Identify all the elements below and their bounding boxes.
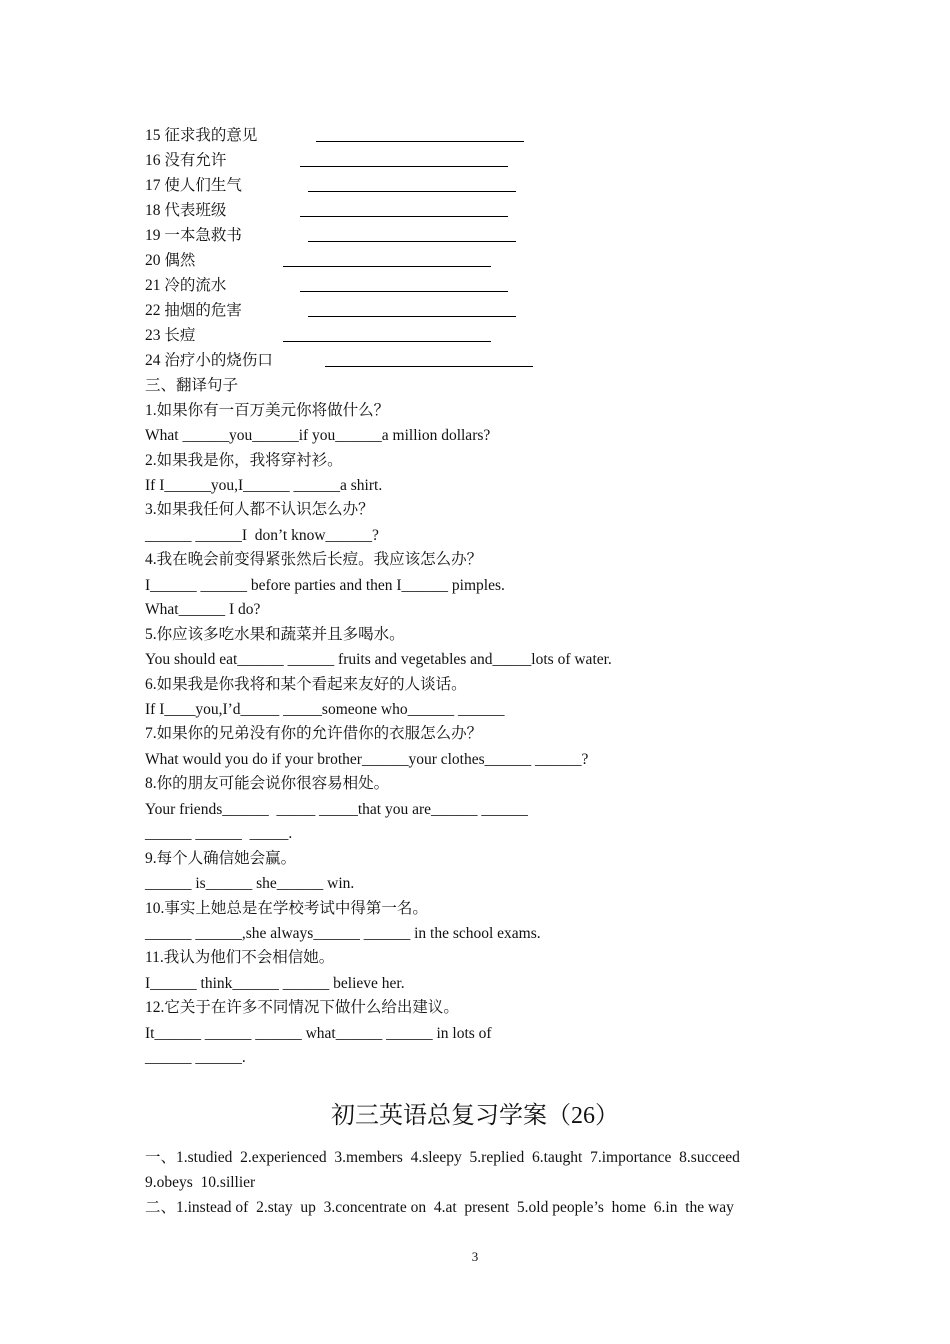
sentence-chinese: 12.它关于在许多不同情况下做什么给出建议。 <box>145 999 459 1016</box>
vocab-item-24: 24 治疗小的烧伤口 <box>145 352 273 369</box>
vocab-item-22: 22 抽烟的危害 <box>145 302 242 319</box>
answer-line: 二、1.instead of 2.stay up 3.concentrate on 4.at present 5.old people’s home 6.in the way <box>145 1199 734 1216</box>
sentence-chinese: 8.你的朋友可能会说你很容易相处。 <box>145 775 390 792</box>
section-heading-translate: 三、翻译句子 <box>145 377 239 394</box>
sentence-english: What ______you______if you______a million dollars? <box>145 427 491 444</box>
answer-blank-16[interactable] <box>300 166 508 167</box>
vocab-item-16: 16 没有允许 <box>145 152 227 169</box>
vocab-item-18: 18 代表班级 <box>145 202 227 219</box>
sentence-english: ______ ______I don’t know______? <box>145 527 379 544</box>
sentence-chinese: 11.我认为他们不会相信她。 <box>145 949 335 966</box>
answer-line: 一、1.studied 2.experienced 3.members 4.sleepy 5.replied 6.taught 7.importance 8.succeed <box>145 1149 740 1166</box>
answer-blank-20[interactable] <box>283 266 491 267</box>
sentence-chinese: 6.如果我是你我将和某个看起来友好的人谈话。 <box>145 676 467 693</box>
sentence-english: If I______you,I______ ______a shirt. <box>145 477 383 494</box>
sentence-english: ______ ______ _____. <box>145 825 293 842</box>
sentence-english: What would you do if your brother______your clothes______ ______? <box>145 751 589 768</box>
answer-blank-18[interactable] <box>300 216 508 217</box>
vocab-item-17: 17 使人们生气 <box>145 177 242 194</box>
vocab-item-21: 21 冷的流水 <box>145 277 227 294</box>
vocab-item-23: 23 长痘 <box>145 327 196 344</box>
sentence-chinese: 2.如果我是你，我将穿衬衫。 <box>145 452 343 469</box>
answer-key-title: 初三英语总复习学案（26） <box>331 1103 619 1129</box>
answer-blank-19[interactable] <box>308 241 516 242</box>
answer-blank-23[interactable] <box>283 341 491 342</box>
sentence-chinese: 4.我在晚会前变得紧张然后长痘。我应该怎么办？ <box>145 551 483 568</box>
sentence-english: ______ ______,she always______ ______ in the school exams. <box>145 925 541 942</box>
sentence-english: I______ ______ before parties and then I______ pimples. <box>145 577 505 594</box>
answer-line: 9.obeys 10.sillier <box>145 1174 256 1191</box>
sentence-chinese: 1.如果你有一百万美元你将做什么？ <box>145 402 390 419</box>
sentence-english: I______ think______ ______ believe her. <box>145 975 405 992</box>
answer-blank-17[interactable] <box>308 191 516 192</box>
sentence-chinese: 7.如果你的兄弟没有你的允许借你的衣服怎么办？ <box>145 725 483 742</box>
answer-blank-24[interactable] <box>325 366 533 367</box>
page-number: 3 <box>471 1249 479 1264</box>
sentence-chinese: 9.每个人确信她会赢。 <box>145 850 297 867</box>
sentence-chinese: 5.你应该多吃水果和蔬菜并且多喝水。 <box>145 626 405 643</box>
answer-blank-15[interactable] <box>316 141 524 142</box>
answer-blank-22[interactable] <box>308 316 516 317</box>
sentence-english: What______ I do? <box>145 601 261 618</box>
sentence-english: ______ ______. <box>145 1049 246 1066</box>
sentence-english: ______ is______ she______ win. <box>145 875 355 892</box>
sentence-english: It______ ______ ______ what______ ______ in lots of <box>145 1025 492 1042</box>
vocab-item-19: 19 一本急救书 <box>145 227 242 244</box>
sentence-english: You should eat______ ______ fruits and vegetables and_____lots of water. <box>145 651 612 668</box>
sentence-chinese: 3.如果我任何人都不认识怎么办？ <box>145 501 374 518</box>
sentence-english: If I____you,I’d_____ _____someone who______ ______ <box>145 701 505 718</box>
sentence-chinese: 10.事实上她总是在学校考试中得第一名。 <box>145 900 428 917</box>
answer-blank-21[interactable] <box>300 291 508 292</box>
vocab-item-15: 15 征求我的意见 <box>145 127 258 144</box>
sentence-english: Your friends______ _____ _____that you are______ ______ <box>145 801 528 818</box>
vocab-item-20: 20 偶然 <box>145 252 196 269</box>
